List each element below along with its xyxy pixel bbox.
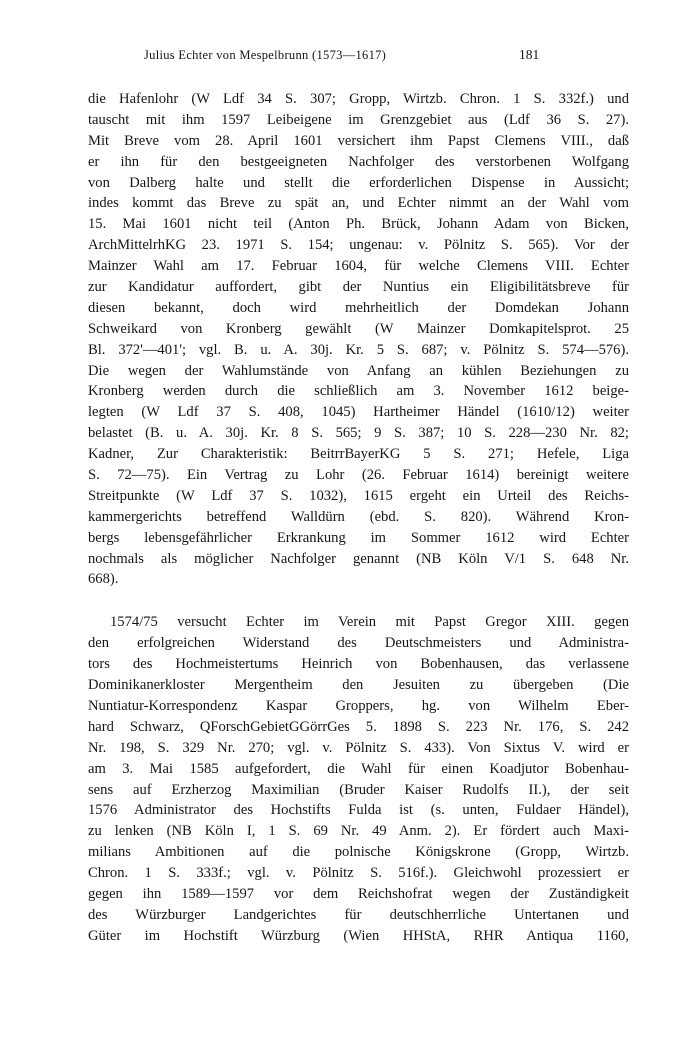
running-head: Julius Echter von Mespelbrunn (1573—1617) xyxy=(144,48,387,62)
text-line: Die wegen der Wahlumstände von Anfang an kühlen Beziehungen zu xyxy=(88,362,629,379)
text-line: nochmals als möglicher Nachfolger genannt (NB Köln V/1 S. 648 Nr. xyxy=(88,550,629,567)
text-line: S. 72—75). Ein Vertrag zu Lohr (26. Februar 1614) bereinigt weitere xyxy=(88,467,629,484)
text-line: Nr. 198, S. 329 Nr. 270; vgl. v. Pölnitz S. 433). Von Sixtus V. wird er xyxy=(88,739,629,756)
text-line: indes kommt das Breve zu spät an, und Echter nimmt an der Wahl vom xyxy=(88,195,629,212)
text-line: milians Ambitionen auf die polnische Königskrone (Gropp, Wirtzb. xyxy=(88,844,629,861)
text-line: ArchMittelrhKG 23. 1971 S. 154; ungenau: v. Pölnitz S. 565). Vor der xyxy=(88,237,629,254)
text-line: belastet (B. u. A. 30j. Kr. 8 S. 565; 9 S. 387; 10 S. 228—230 Nr. 82; xyxy=(88,425,629,442)
text-line: am 3. Mai 1585 aufgefordert, die Wahl für einen Koadjutor Bobenhau- xyxy=(88,760,629,777)
text-line: diesen bekannt, doch wird mehrheitlich der Domdekan Johann xyxy=(88,299,629,316)
text-line: bergs lebensgefährlicher Erkrankung im Sommer 1612 wird Echter xyxy=(88,529,629,546)
text-line: Kronberg werden durch die schließlich am 3. November 1612 beige- xyxy=(88,383,629,400)
text-line: 15. Mai 1601 nicht teil (Anton Ph. Brück, Johann Adam von Bicken, xyxy=(88,216,629,233)
text-line: von Dalberg halte und stellt die erforderlichen Dispense in Aussicht; xyxy=(88,174,629,191)
text-line: Nuntiatur-Korrespondenz Kaspar Groppers, hg. von Wilhelm Eber- xyxy=(88,697,629,714)
text-line: sens auf Erzherzog Maximilian (Bruder Kaiser Rudolfs II.), der seit xyxy=(88,781,629,798)
text-line: Chron. 1 S. 333f.; vgl. v. Pölnitz S. 516f.). Gleichwohl prozessiert er xyxy=(88,865,629,882)
text-line: tors des Hochmeistertums Heinrich von Bobenhausen, das verlassene xyxy=(88,656,629,673)
text-line: Mainzer Wahl am 17. Februar 1604, für welche Clemens VIII. Echter xyxy=(88,258,629,275)
text-line: zur Kandidatur auffordert, gibt der Nuntius ein Eligibilitätsbreve für xyxy=(88,279,629,296)
text-line: Mit Breve vom 28. April 1601 versichert ihm Papst Clemens VIII., daß xyxy=(88,132,629,149)
text-line: hard Schwarz, QForschGebietGGörrGes 5. 1898 S. 223 Nr. 176, S. 242 xyxy=(88,718,629,735)
text-line: den erfolgreichen Widerstand des Deutschmeisters und Administra- xyxy=(88,635,629,652)
text-line: 1576 Administrator des Hochstifts Fulda ist (s. unten, Fuldaer Händel), xyxy=(88,802,629,819)
text-line: des Würzburger Landgerichtes für deutschherrliche Untertanen und xyxy=(88,906,629,923)
text-line: Bl. 372'—401'; vgl. B. u. A. 30j. Kr. 5 S. 687; v. Pölnitz S. 574—576). xyxy=(88,341,629,358)
paragraph-1 xyxy=(88,89,629,590)
text-line: er ihn für den bestgeeigneten Nachfolger des verstorbenen Wolfgang xyxy=(88,153,629,170)
page-number: 181 xyxy=(519,47,540,62)
text-line: kammergerichts betreffend Walldürn (ebd. S. 820). Während Kron- xyxy=(88,508,629,525)
body-text xyxy=(88,89,629,947)
text-line: zu lenken (NB Köln I, 1 S. 69 Nr. 49 Anm. 2). Er fördert auch Maxi- xyxy=(88,823,629,840)
text-line: Güter im Hochstift Würzburg (Wien HHStA, RHR Antiqua 1160, xyxy=(88,927,629,944)
text-line: 1574/75 versucht Echter im Verein mit Papst Gregor XIII. gegen xyxy=(110,614,629,631)
text-line: legten (W Ldf 37 S. 408, 1045) Hartheimer Händel (1610/12) weiter xyxy=(88,404,629,421)
text-line: Streitpunkte (W Ldf 37 S. 1032), 1615 ergeht ein Urteil des Reichs- xyxy=(88,487,629,504)
text-line: Dominikanerkloster Mergentheim den Jesuiten zu übergeben (Die xyxy=(88,677,629,694)
text-line: 668). xyxy=(88,571,119,588)
text-line: tauscht mit ihm 1597 Leibeigene im Grenzgebiet aus (Ldf 36 S. 27). xyxy=(88,111,629,128)
paragraph-gap xyxy=(88,590,629,612)
paragraph-2 xyxy=(88,612,629,946)
text-line: gegen ihn 1589—1597 vor dem Reichshofrat wegen der Zuständigkeit xyxy=(88,885,629,902)
text-line: Kadner, Zur Charakteristik: BeitrrBayerKG 5 S. 271; Hefele, Liga xyxy=(88,446,629,463)
text-line: die Hafenlohr (W Ldf 34 S. 307; Gropp, Wirtzb. Chron. 1 S. 332f.) und xyxy=(88,91,629,107)
text-line: Schweikard von Kronberg gewählt (W Mainzer Domkapitelsprot. 25 xyxy=(88,320,629,337)
